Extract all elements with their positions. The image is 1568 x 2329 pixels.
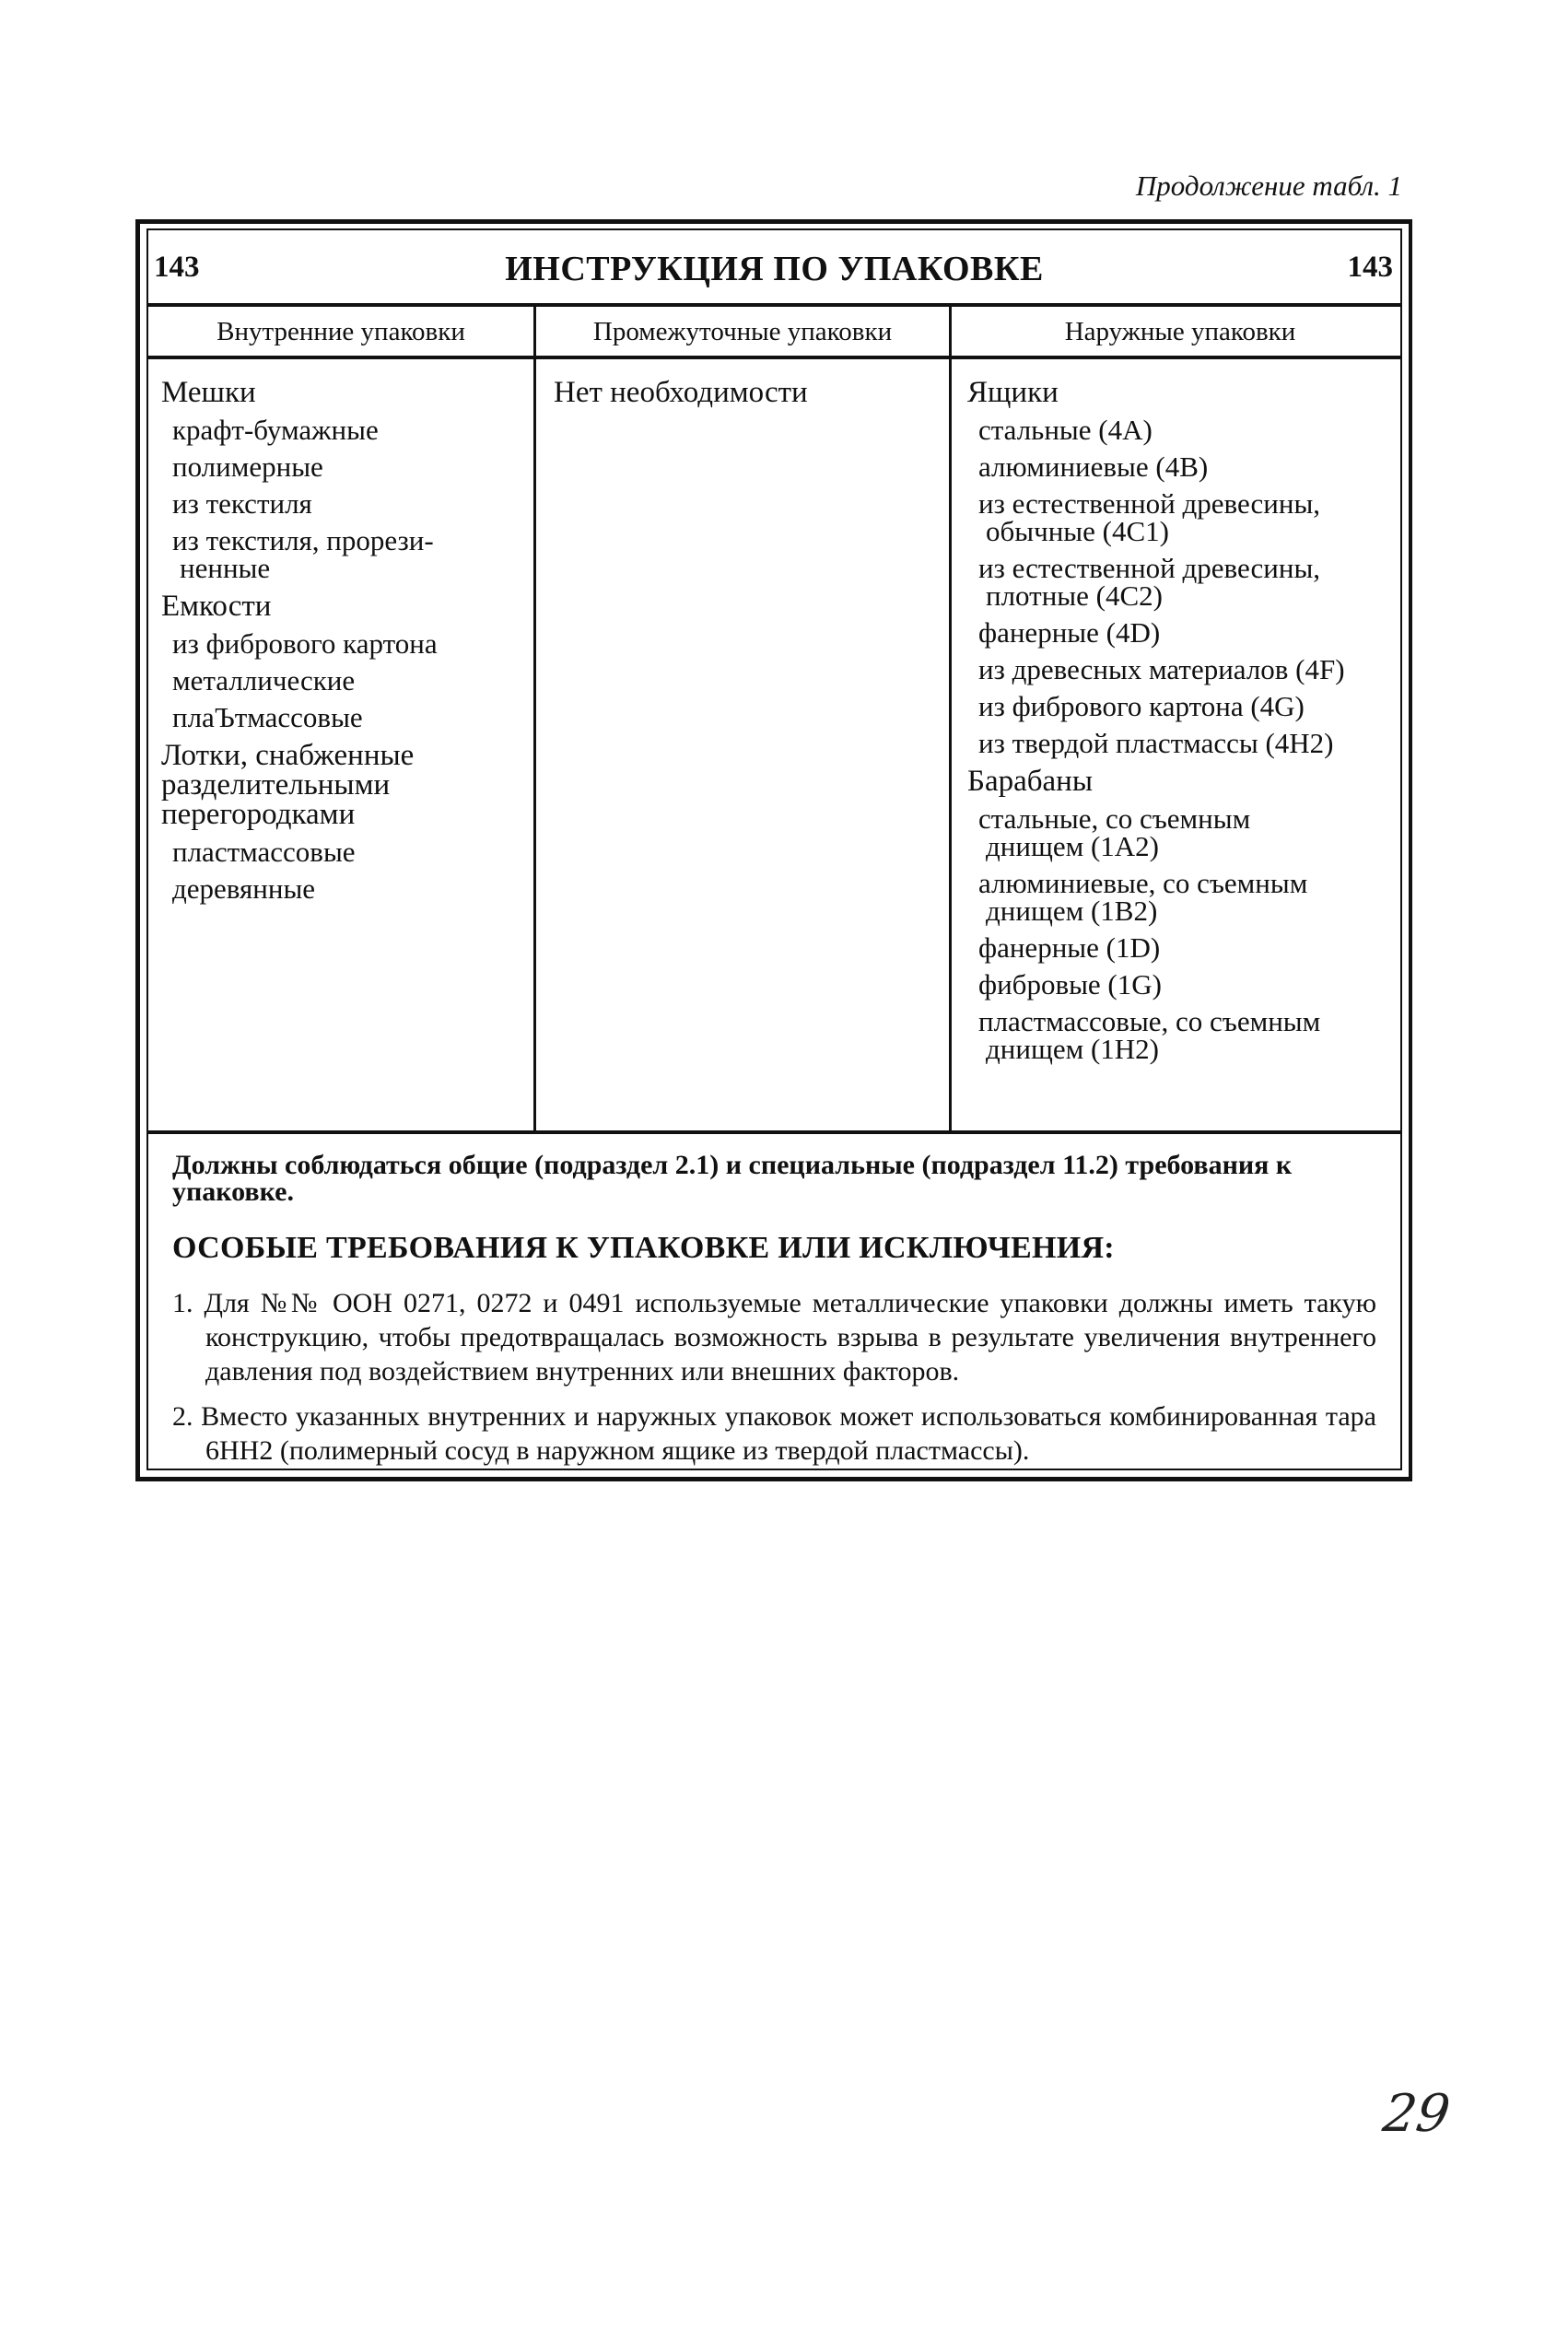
packing-instruction-table	[135, 219, 1412, 1481]
general-requirements: Должны соблюдаться общие (подраздел 2.1) и специальные (подраздел 11.2) требования к упаковке.	[172, 1150, 1293, 1207]
packaging-group-label: Мешки	[161, 376, 256, 409]
packaging-item: пластмассовые, со съемным днищем (1Н2)	[978, 1005, 1321, 1065]
packaging-group-label: Барабаны	[967, 765, 1094, 798]
title-row	[148, 230, 1400, 307]
requirements-section	[172, 1152, 1376, 1479]
note-item: 2. Вместо указанных внутренних и наружных упаковок может использоваться комбинированная тара 6НН2 (полимерный сосуд в наружном ящике из твердой пластмассы).	[172, 1401, 1376, 1466]
packaging-group-label: Емкости	[161, 590, 272, 623]
packaging-item: из твердой пластмассы (4Н2)	[978, 727, 1334, 759]
inner-packagings-cell	[161, 378, 525, 912]
packaging-item: деревянные	[172, 872, 316, 905]
packaging-item: алюминиевые (4В)	[978, 451, 1209, 483]
packaging-item: фибровые (1G)	[978, 968, 1162, 1001]
packaging-item: алюминиевые, со съемным днищем (1В2)	[978, 867, 1308, 927]
packaging-item: из текстиля	[172, 487, 312, 520]
packaging-item: из текстиля, прорези- ненные	[172, 524, 434, 584]
packaging-item: полимерные	[172, 451, 323, 483]
packaging-item: из естественной древесины, плотные (4С2)	[978, 552, 1321, 612]
packaging-item: стальные, со съемным днищем (1А2)	[978, 802, 1251, 862]
column-header-row	[148, 307, 1400, 359]
outer-packagings-cell	[967, 378, 1400, 1072]
instruction-number-right: 143	[1347, 251, 1393, 284]
packaging-item: крафт-бумажные	[172, 414, 379, 446]
table-body-row	[148, 359, 1400, 1134]
intermediate-value: Нет необходимости	[554, 376, 808, 409]
packaging-group-label: Ящики	[967, 376, 1059, 409]
intermediate-packagings-cell	[554, 378, 941, 407]
packaging-item: стальные (4А)	[978, 414, 1153, 446]
column-header-inner: Внутренние упаковки	[216, 317, 465, 346]
packaging-item: из фибрового картона (4G)	[978, 690, 1305, 722]
packaging-item: фанерные (1D)	[978, 931, 1161, 964]
packaging-item: из естественной древесины, обычные (4С1)	[978, 487, 1321, 547]
packaging-item: плаЪтмассовые	[172, 701, 363, 733]
column-header-outer: Наружные упаковки	[1064, 317, 1296, 346]
packaging-item: пластмассовые	[172, 836, 356, 868]
table-inner-frame	[146, 228, 1402, 1470]
packaging-item: металлические	[172, 664, 356, 696]
instruction-title: ИНСТРУКЦИЯ ПО УПАКОВКЕ	[505, 250, 1044, 288]
packaging-item: из древесных материалов (4F)	[978, 653, 1345, 685]
table-continuation-label: Продолжение табл. 1	[1135, 170, 1402, 202]
packaging-item: фанерные (4D)	[978, 616, 1161, 649]
packaging-group-label: Лотки, снабженные разделительными перегородками	[161, 739, 415, 831]
page-number: 29	[1379, 2084, 1454, 2144]
note-item: 1. Для №№ ООН 0271, 0272 и 0491 используемые металлические упаковки должны иметь такую конструкцию, чтобы предотвращалась возможность взрыва в результате увеличения внутреннего давления под воздействием внутренних или внешних факторов.	[172, 1288, 1376, 1387]
column-header-intermediate: Промежуточные упаковки	[592, 317, 893, 346]
instruction-number-left: 143	[154, 251, 200, 284]
packaging-item: из фибрового картона	[172, 627, 438, 660]
special-requirements-heading: ОСОБЫЕ ТРЕБОВАНИЯ К УПАКОВКЕ ИЛИ ИСКЛЮЧЕНИЯ:	[172, 1231, 1115, 1265]
